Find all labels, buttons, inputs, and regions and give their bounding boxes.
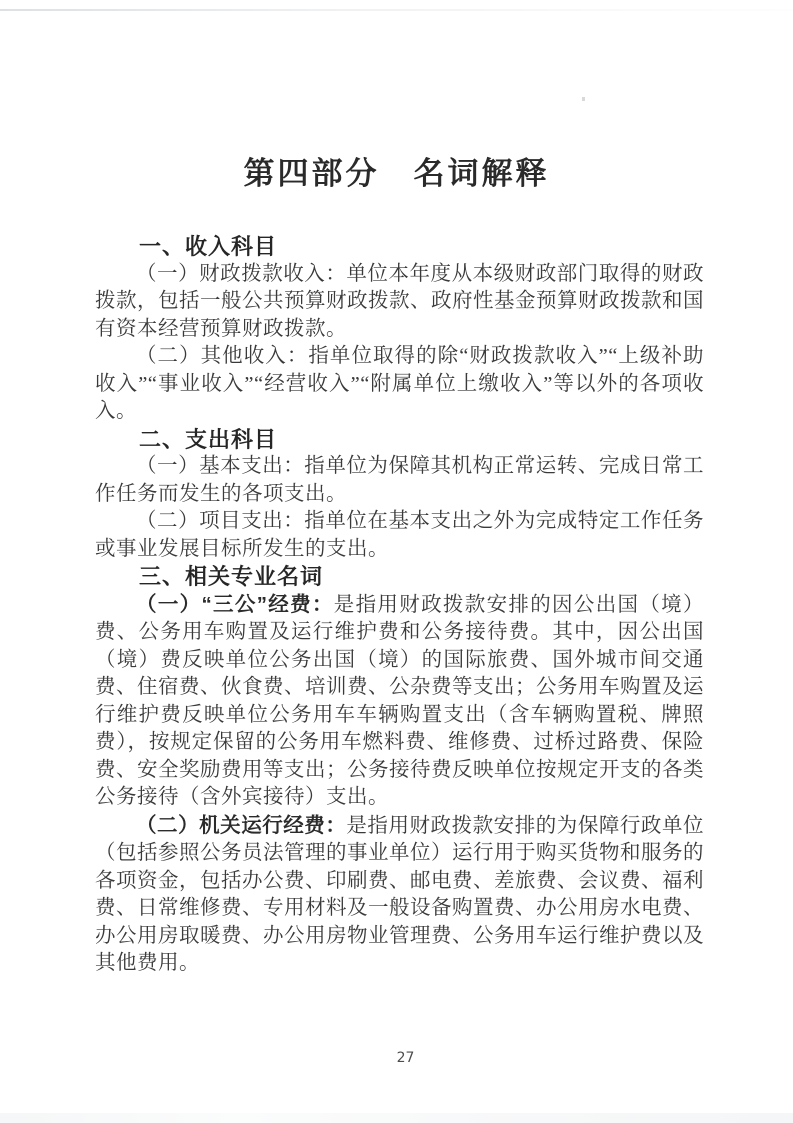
term-lead: （二）机关运行经费： bbox=[136, 813, 347, 837]
paragraph-text: （二）其他收入：指单位取得的除“财政拨款收入”“上级补助收入”“事业收入”“经营收入”“附属单位上缴收入”等以外的各项收入。 bbox=[95, 345, 704, 422]
scan-speck bbox=[582, 97, 585, 101]
paragraph bbox=[95, 508, 704, 563]
section-heading-terms: 三、相关专业名词 bbox=[139, 564, 324, 589]
paragraph-text: （二）项目支出：指单位在基本支出之外为完成特定工作任务或事业发展目标所发生的支出。 bbox=[95, 510, 704, 560]
paragraph bbox=[95, 812, 704, 978]
paragraph-text: 是指用财政拨款安排的因公出国（境）费、公务用车购置及运行维护费和公务接待费。其中，因公出国（境）费反映单位公务出国（境）的国际旅费、国外城市间交通费、住宿费、伙食费、培训费、公杂费等支出；公务用车购置及运行维护费反映单位公务用车车辆购置支出（含车辆购置税、牌照费），按规定保留的公务用车燃料费、维修费、过桥过路费、保险费、安全奖励费用等支出；公务接待费反映单位按规定开支的各类公务接待（含外宾接待）支出。 bbox=[95, 593, 705, 808]
scan-bottom-artifact bbox=[0, 1113, 793, 1123]
paragraph bbox=[95, 591, 704, 812]
paragraph-text: （一）财政拨款收入：单位本年度从本级财政部门取得的财政拨款，包括一般公共预算财政拨款、政府性基金预算财政拨款和国有资本经营预算财政拨款。 bbox=[95, 262, 704, 340]
document-body bbox=[95, 233, 704, 978]
paragraph bbox=[95, 261, 704, 344]
paragraph bbox=[95, 343, 704, 426]
paragraph-text: 是指用财政拨款安排的为保障行政单位（包括参照公务员法管理的事业单位）运行用于购买货物和服务的各项资金，包括办公费、印刷费、邮电费、差旅费、会议费、福利费、日常维修费、专用材料及一般设备购置费、办公用房水电费、办公用房取暖费、办公用房物业管理费、公务用车运行维护费以及其他费用。 bbox=[95, 814, 705, 974]
term-lead: （一）“三公”经费： bbox=[136, 592, 334, 616]
page-title: 第四部分 名词解释 bbox=[243, 156, 550, 191]
page-number: 27 bbox=[396, 1050, 415, 1066]
scan-edge-artifact bbox=[0, 9, 793, 11]
paragraph-text: （一）基本支出：指单位为保障其机构正常运转、完成日常工作任务而发生的各项支出。 bbox=[95, 455, 704, 505]
paragraph bbox=[95, 453, 704, 508]
section-heading-income: 一、收入科目 bbox=[139, 234, 278, 259]
section-heading-expenditure: 二、支出科目 bbox=[139, 426, 278, 452]
